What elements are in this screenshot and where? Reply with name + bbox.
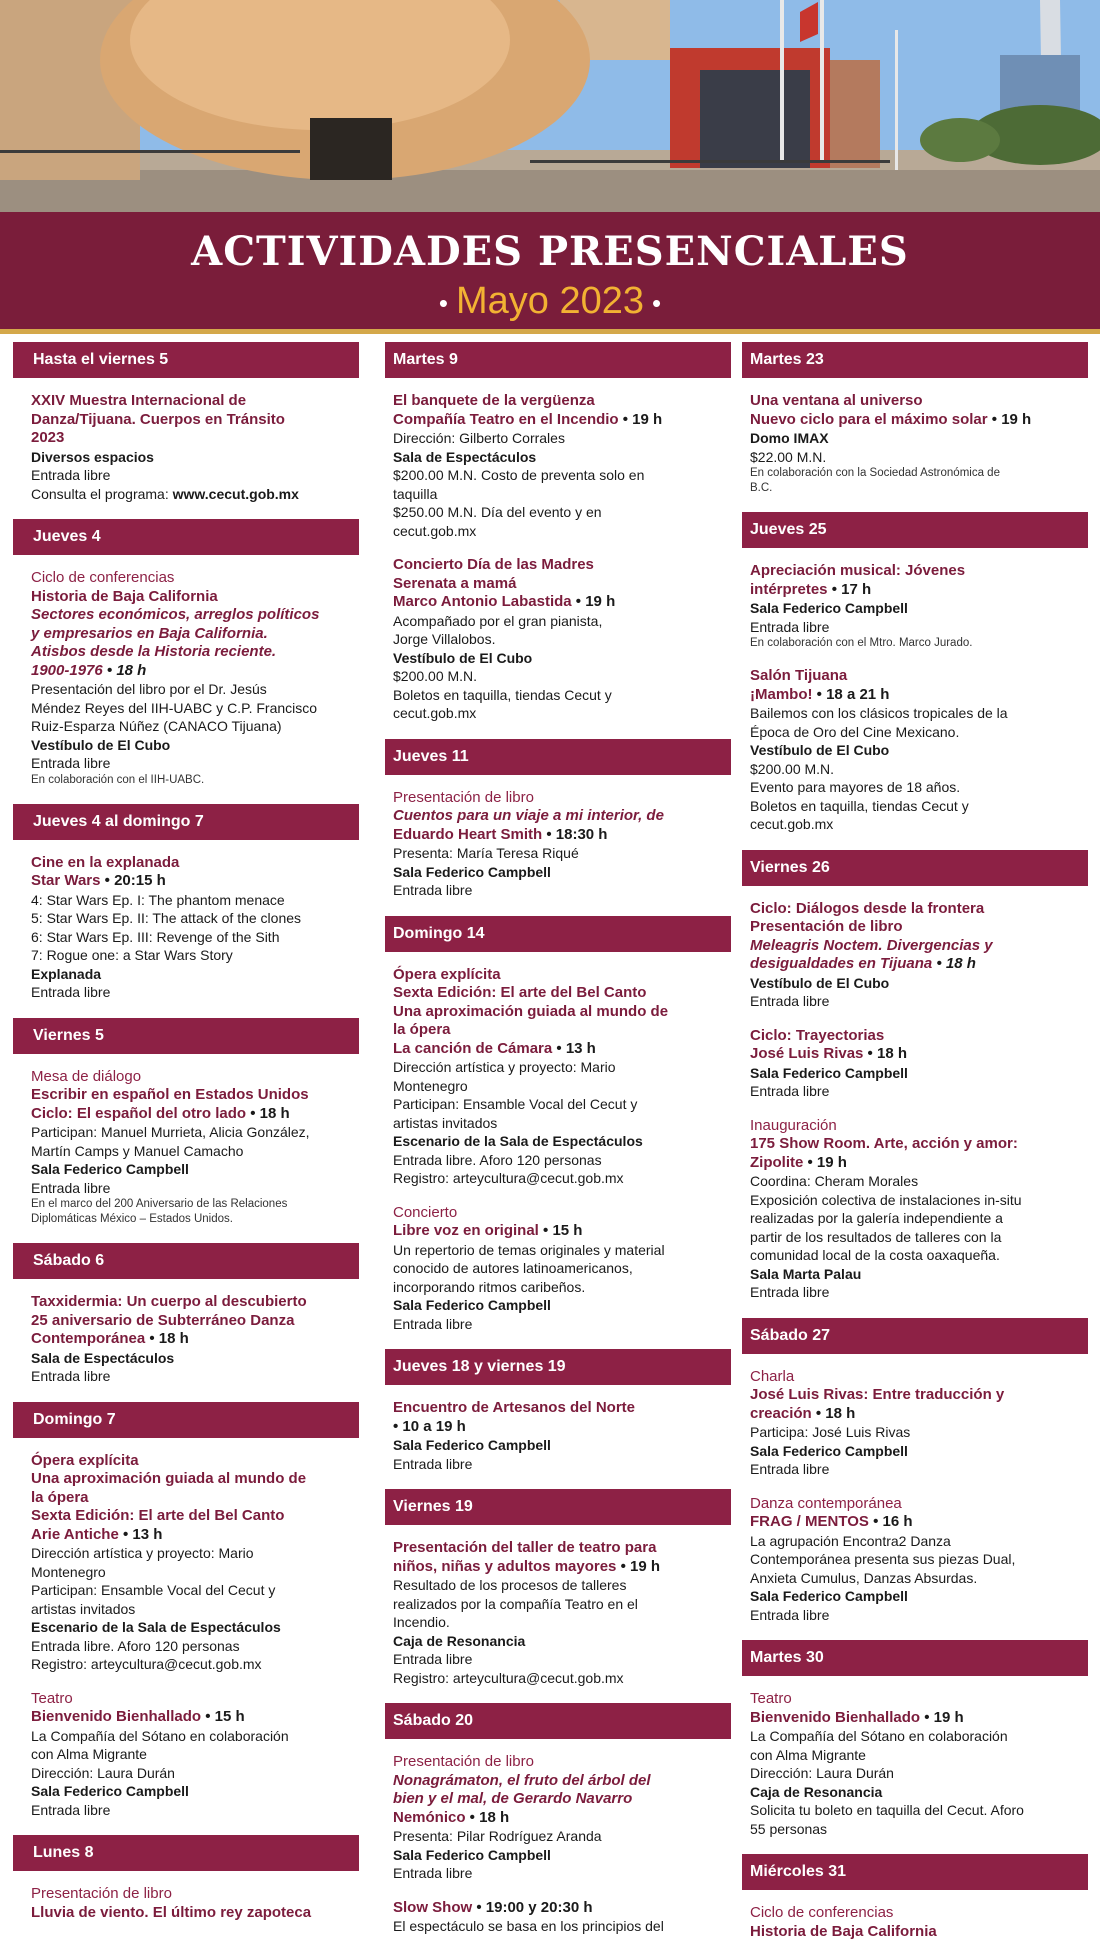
date-events: [13, 392, 359, 503]
event-detail: Dirección: Laura Durán: [750, 1765, 894, 1781]
event-detail: Entrada libre. Aforo 120 personas: [31, 1637, 240, 1654]
event-title: Star Wars • 20:15 h: [31, 872, 166, 889]
event-title: Apreciación musical: Jóvenes: [750, 562, 966, 579]
event-detail: Participan: Ensamble Vocal del Cecut y: [31, 1582, 276, 1598]
event-detail: Participan: Ensamble Vocal del Cecut y: [393, 1096, 638, 1112]
date-header: Domingo 7: [13, 1402, 359, 1438]
event-item: [393, 392, 729, 540]
event-title: Sexta Edición: El arte del Bel Canto: [31, 1507, 285, 1524]
date-header: Miércoles 31: [742, 1854, 1088, 1890]
event-title: Eduardo Heart Smith • 18:30 h: [393, 825, 608, 843]
date-events: [13, 569, 359, 788]
event-detail: Participa: José Luis Rivas: [750, 1424, 911, 1440]
event-detail: Entrada libre: [31, 467, 111, 483]
event-venue: Caja de Resonancia: [393, 1632, 526, 1649]
event-detail: Consulta el programa: www.cecut.gob.mx: [31, 485, 299, 502]
date-events: [13, 1885, 359, 1922]
event-detail: Montenegro: [31, 1563, 106, 1580]
event-venue: Sala Federico Campbell: [750, 1064, 908, 1081]
event-title-italic: desigualdades en Tijuana • 18 h: [750, 955, 976, 972]
event-time: • 13 h: [118, 1525, 163, 1543]
event-title: Presentación del taller de teatro para: [393, 1539, 657, 1556]
event-detail: Registro: arteycultura@cecut.gob.mx: [393, 1170, 624, 1186]
event-detail: Boletos en taquilla, tiendas Cecut y: [750, 797, 969, 814]
event-item: [750, 1368, 1086, 1479]
event-category: Teatro: [750, 1690, 792, 1707]
event-category: Mesa de diálogo: [31, 1067, 142, 1085]
event-venue: Vestíbulo de El Cubo: [31, 736, 171, 753]
event-detail: incorporando ritmos caribeños.: [393, 1278, 586, 1295]
event-time: • 18 h: [465, 1808, 510, 1826]
date-events: [742, 1690, 1088, 1838]
event-title: Nuevo ciclo para el máximo solar • 19 h: [750, 410, 1032, 428]
date-header: Jueves 25: [742, 512, 1088, 548]
event-title: Una aproximación guiada al mundo de: [393, 1002, 669, 1020]
date-header: Jueves 4: [13, 519, 359, 555]
date-events: [13, 1068, 359, 1228]
date-events: [742, 562, 1088, 834]
date-events: [385, 789, 731, 900]
event-detail: Entrada libre: [393, 1315, 473, 1332]
event-detail: Presenta: María Teresa Riqué: [393, 845, 579, 861]
event-time: • 19 h: [616, 1557, 661, 1575]
event-venue: Diversos espacios: [31, 448, 154, 465]
event-venue: Vestíbulo de El Cubo: [393, 649, 533, 666]
event-title-italic: y empresarios en Baja California.: [31, 624, 268, 642]
event-category: Teatro: [31, 1689, 73, 1707]
event-detail: Anxieta Cumulus, Danzas Absurdas.: [750, 1569, 978, 1586]
event-note: En colaboración con el Mtro. Marco Jurado.: [750, 637, 973, 649]
event-item: [31, 1068, 357, 1228]
event-detail: La Compañía del Sótano en colaboración: [750, 1728, 1008, 1744]
event-title: Historia de Baja California: [750, 1922, 937, 1940]
event-title: Zipolite • 19 h: [750, 1153, 847, 1171]
event-title: Bienvenido Bienhallado • 15 h: [31, 1708, 245, 1725]
event-venue: Sala Federico Campbell: [393, 1297, 551, 1313]
event-detail: Martín Camps y Manuel Camacho: [31, 1142, 244, 1159]
event-title: creación • 18 h: [750, 1404, 856, 1422]
event-detail: Entrada libre: [31, 755, 111, 771]
event-title: ¡Mambo! • 18 a 21 h: [750, 685, 890, 703]
event-time: • 13 h: [552, 1039, 596, 1057]
event-time: • 19 h: [803, 1153, 847, 1171]
event-detail: Boletos en taquilla, tiendas Cecut y: [393, 686, 612, 703]
date-header: Jueves 18 y viernes 19: [385, 1349, 731, 1385]
event-detail: Entrada libre: [750, 618, 830, 635]
event-item: [31, 1885, 357, 1922]
event-title: Salón Tijuana: [750, 667, 848, 684]
title-banner: [0, 212, 1100, 334]
event-detail: 6: Star Wars Ep. III: Revenge of the Sith: [31, 928, 280, 945]
event-detail: Dirección: Laura Durán: [31, 1764, 175, 1781]
event-detail: 55 personas: [750, 1820, 828, 1837]
event-venue: Explanada: [31, 965, 102, 982]
event-detail: Jorge Villalobos.: [393, 631, 496, 647]
event-time: • 19 h: [987, 410, 1032, 428]
event-detail: Entrada libre: [750, 993, 830, 1009]
event-category: Presentación de libro: [31, 1885, 172, 1902]
event-venue: Sala Federico Campbell: [31, 1161, 189, 1177]
event-detail: 4: Star Wars Ep. I: The phantom menace: [31, 891, 285, 908]
event-item: [393, 789, 729, 900]
date-events: [385, 1539, 731, 1687]
event-title: Sexta Edición: El arte del Bel Canto: [393, 984, 647, 1001]
date-header: Domingo 14: [385, 916, 731, 952]
page-subtitle: [0, 278, 1100, 326]
event-detail: Dirección artística y proyecto: Mario: [393, 1059, 616, 1075]
event-item: [750, 900, 1086, 1011]
event-item: [750, 392, 1086, 496]
event-title: intérpretes • 17 h: [750, 580, 872, 598]
date-events: [13, 1452, 359, 1820]
event-title: José Luis Rivas • 18 h: [750, 1045, 907, 1062]
event-time: • 18 h: [145, 1330, 189, 1347]
event-time: • 19 h: [618, 410, 663, 428]
event-item: [393, 966, 729, 1188]
event-category: Inauguración: [750, 1116, 837, 1134]
event-venue: Escenario de la Sala de Espectáculos: [393, 1133, 643, 1149]
date-events: [742, 1904, 1088, 1941]
hero-photo: [0, 0, 1100, 212]
event-detail: La agrupación Encontra2 Danza: [750, 1532, 951, 1549]
event-title: Escribir en español en Estados Unidos: [31, 1086, 309, 1103]
event-category: Ciclo de conferencias: [31, 569, 175, 586]
event-detail: cecut.gob.mx: [393, 705, 477, 721]
event-detail: Entrada libre: [750, 1461, 830, 1477]
event-title: la ópera: [393, 1021, 451, 1038]
event-detail: Registro: arteycultura@cecut.gob.mx: [31, 1656, 262, 1672]
event-detail: Solicita tu boleto en taquilla del Cecut. Aforo: [750, 1802, 1024, 1818]
event-note: En colaboración con la Sociedad Astronómica de: [750, 467, 1000, 479]
event-detail: Contemporánea presenta sus piezas Dual,: [750, 1551, 1016, 1567]
date-events: [385, 392, 731, 723]
event-item: [750, 1495, 1086, 1625]
event-time: • 18 h: [932, 955, 976, 972]
event-detail: taquilla: [393, 485, 438, 502]
event-title: Ciclo: Diálogos desde la frontera: [750, 899, 985, 917]
event-title-italic: Cuentos para un viaje a mi interior, de: [393, 807, 664, 824]
event-note: Diplomáticas México – Estados Unidos.: [31, 1213, 233, 1225]
date-header: Hasta el viernes 5: [13, 342, 359, 378]
event-detail: Entrada libre: [393, 1865, 473, 1881]
date-header: Viernes 26: [742, 850, 1088, 886]
event-title: [393, 1418, 729, 1437]
event-detail: con Alma Migrante: [750, 1746, 866, 1763]
event-detail: Acompañado por el gran pianista,: [393, 612, 603, 629]
event-time: • 19 h: [571, 593, 616, 610]
event-detail: Entrada libre: [393, 882, 473, 898]
event-title: Historia de Baja California: [31, 587, 218, 605]
event-venue: Sala Federico Campbell: [393, 1437, 551, 1453]
date-events: [385, 1753, 731, 1936]
event-venue: Caja de Resonancia: [750, 1783, 883, 1800]
event-venue: Sala Marta Palau: [750, 1265, 862, 1282]
event-venue: Sala Federico Campbell: [750, 1588, 908, 1604]
event-title: 2023: [31, 429, 65, 446]
event-detail: cecut.gob.mx: [750, 816, 834, 832]
event-detail: Ruiz-Esparza Núñez (CANACO Tijuana): [31, 718, 282, 734]
event-detail: Entrada libre: [750, 1284, 830, 1300]
event-category: Ciclo de conferencias: [750, 1904, 894, 1921]
event-detail: 5: Star Wars Ep. II: The attack of the clones: [31, 910, 302, 926]
date-header: Sábado 20: [385, 1703, 731, 1739]
event-detail: artistas invitados: [393, 1114, 498, 1131]
event-detail: con Alma Migrante: [31, 1746, 147, 1762]
event-item: [31, 392, 357, 503]
event-item: [31, 1293, 357, 1386]
event-detail: Incendio.: [393, 1614, 450, 1630]
event-time: • 18 h: [863, 1045, 907, 1062]
event-title: Marco Antonio Labastida • 19 h: [393, 593, 616, 610]
event-item: [750, 562, 1086, 651]
event-note: En colaboración con el IIH-UABC.: [31, 773, 205, 786]
event-detail: $250.00 M.N. Día del evento y en: [393, 504, 602, 520]
event-detail: artistas invitados: [31, 1600, 136, 1617]
event-item: [750, 1117, 1086, 1302]
event-category: Presentación de libro: [393, 1753, 534, 1770]
event-title: La canción de Cámara • 13 h: [393, 1039, 596, 1057]
website-link[interactable]: www.cecut.gob.mx: [172, 485, 299, 502]
event-time: • 20:15 h: [100, 872, 166, 889]
event-detail: $200.00 M.N.: [393, 668, 478, 684]
event-time: • 10 a 19 h: [393, 1417, 466, 1435]
event-time: • 18 h: [811, 1404, 856, 1422]
event-note: En el marco del 200 Aniversario de las Relaciones: [31, 1198, 288, 1210]
event-time: • 18 h: [246, 1104, 290, 1122]
date-events: [742, 1368, 1088, 1625]
event-title: El banquete de la vergüenza: [393, 392, 595, 409]
event-item: [750, 1027, 1086, 1101]
event-detail: Presentación del libro por el Dr. Jesús: [31, 681, 267, 697]
date-header: Martes 23: [742, 342, 1088, 378]
event-title: 25 aniversario de Subterráneo Danza: [31, 1311, 295, 1329]
date-events: [13, 854, 359, 1002]
event-title-italic: bien y el mal, de Gerardo Navarro: [393, 1790, 633, 1807]
event-detail: Méndez Reyes del IIH-UABC y C.P. Francisco: [31, 699, 318, 716]
event-detail: Entrada libre: [31, 1801, 111, 1818]
event-title: Contemporánea • 18 h: [31, 1330, 189, 1347]
event-detail: Entrada libre: [31, 1368, 111, 1384]
event-venue: Escenario de la Sala de Espectáculos: [31, 1619, 281, 1635]
event-title: 175 Show Room. Arte, acción y amor:: [750, 1135, 1018, 1152]
event-detail: Participan: Manuel Murrieta, Alicia González,: [31, 1124, 310, 1140]
event-title: Ciclo: El español del otro lado • 18 h: [31, 1104, 290, 1122]
event-detail: realizadas por la galería independiente a: [750, 1210, 1003, 1226]
date-header: Martes 9: [385, 342, 731, 378]
event-time: • 17 h: [827, 580, 872, 598]
event-detail: Época de Oro del Cine Mexicano.: [750, 723, 960, 740]
event-item: [393, 1539, 729, 1687]
bullet-dot: •: [652, 287, 662, 318]
event-venue: Domo IMAX: [750, 430, 829, 446]
event-venue: Sala Federico Campbell: [31, 1783, 189, 1799]
event-item: [393, 1899, 729, 1936]
event-item: [750, 1904, 1086, 1941]
event-detail: conocido de autores latinoamericanos,: [393, 1260, 633, 1276]
event-title-italic: Meleagris Noctem. Divergencias y: [750, 936, 993, 954]
event-detail: El espectáculo se basa en los principios del: [393, 1918, 664, 1934]
event-title: Nemónico • 18 h: [393, 1808, 510, 1826]
date-header: Viernes 5: [13, 1018, 359, 1054]
event-detail: 7: Rogue one: a Star Wars Story: [31, 947, 233, 963]
event-title: Presentación de libro: [750, 918, 903, 935]
event-detail: Evento para mayores de 18 años.: [750, 779, 961, 795]
date-header: Sábado 27: [742, 1318, 1088, 1354]
event-item: [750, 667, 1086, 834]
event-title: Cine en la explanada: [31, 853, 180, 871]
event-title: Serenata a mamá: [393, 574, 517, 592]
event-venue: Vestíbulo de El Cubo: [750, 742, 890, 758]
event-venue: Sala Federico Campbell: [393, 1846, 551, 1863]
event-detail: La Compañía del Sótano en colaboración: [31, 1727, 289, 1744]
event-venue: Sala de Espectáculos: [393, 448, 537, 465]
event-item: [393, 1399, 729, 1473]
event-category: Presentación de libro: [393, 788, 534, 806]
event-detail: Entrada libre: [750, 1083, 830, 1099]
month-label: Mayo 2023: [455, 280, 644, 322]
event-detail: Un repertorio de temas originales y material: [393, 1241, 665, 1258]
event-detail: Montenegro: [393, 1077, 468, 1094]
event-note: B.C.: [750, 482, 773, 494]
event-time: • 16 h: [868, 1513, 913, 1530]
event-time: • 15 h: [201, 1708, 245, 1725]
event-detail: Dirección: Gilberto Corrales: [393, 430, 565, 446]
event-detail: Entrada libre: [393, 1455, 473, 1472]
event-category: Charla: [750, 1367, 795, 1385]
event-detail: Entrada libre: [750, 1606, 830, 1623]
event-venue: Sala Federico Campbell: [750, 1442, 908, 1459]
bullet-dot: •: [438, 287, 448, 318]
event-title-italic: Nonagrámaton, el fruto del árbol del: [393, 1771, 651, 1789]
schedule-column-3: [742, 342, 1088, 1957]
event-title: Una ventana al universo: [750, 392, 923, 409]
event-title-italic: Sectores económicos, arreglos políticos: [31, 606, 320, 623]
event-title: Compañía Teatro en el Incendio • 19 h: [393, 410, 663, 428]
event-venue: Vestíbulo de El Cubo: [750, 974, 890, 991]
event-title: la ópera: [31, 1488, 89, 1506]
event-detail: realizados por la compañía Teatro en el: [393, 1595, 638, 1612]
event-detail: Entrada libre: [31, 984, 111, 1000]
event-detail: Entrada libre: [393, 1651, 473, 1667]
schedule-column-1: [13, 342, 359, 1938]
event-time: • 19:00 y 20:30 h: [472, 1898, 593, 1916]
event-detail: $200.00 M.N.: [750, 760, 835, 777]
date-events: [385, 1399, 731, 1473]
event-title-italic: 1900-1976 • 18 h: [31, 661, 147, 679]
event-title: Ciclo: Trayectorias: [750, 1026, 885, 1044]
page-title: ACTIVIDADES PRESENCIALES: [191, 228, 909, 275]
event-title: Concierto Día de las Madres: [393, 556, 594, 573]
event-title: Encuentro de Artesanos del Norte: [393, 1399, 635, 1416]
event-item: [31, 854, 357, 1002]
schedule-column-2: [385, 342, 731, 1952]
event-item: [393, 1753, 729, 1883]
event-detail: Registro: arteycultura@cecut.gob.mx: [393, 1669, 624, 1686]
event-title-italic: Atisbos desde la Historia reciente.: [31, 643, 277, 660]
date-header: Sábado 6: [13, 1243, 359, 1279]
date-events: [385, 966, 731, 1334]
event-title: Taxxidermia: Un cuerpo al descubierto: [31, 1293, 307, 1310]
event-detail: Exposición colectiva de instalaciones in-situ: [750, 1191, 1022, 1208]
event-title: Ópera explícita: [31, 1451, 139, 1469]
event-item: [750, 1690, 1086, 1838]
event-time: • 18 a 21 h: [812, 685, 890, 703]
event-title: Slow Show • 19:00 y 20:30 h: [393, 1898, 593, 1916]
event-venue: Sala Federico Campbell: [393, 863, 551, 880]
event-detail: Bailemos con los clásicos tropicales de la: [750, 705, 1008, 721]
event-category: Danza contemporánea: [750, 1494, 902, 1512]
event-detail: partir de los resultados de talleres con la: [750, 1228, 1002, 1245]
date-events: [742, 392, 1088, 496]
date-header: Lunes 8: [13, 1835, 359, 1871]
date-events: [742, 900, 1088, 1302]
date-header: Martes 30: [742, 1640, 1088, 1676]
event-title: Danza/Tijuana. Cuerpos en Tránsito: [31, 410, 285, 428]
event-category: Concierto: [393, 1203, 458, 1221]
event-detail: Entrada libre. Aforo 120 personas: [393, 1151, 602, 1168]
date-header: Viernes 19: [385, 1489, 731, 1525]
event-title: Libre voz en original • 15 h: [393, 1222, 583, 1239]
event-title: Lluvia de viento. El último rey zapoteca: [31, 1903, 312, 1921]
event-time: • 15 h: [538, 1222, 583, 1239]
event-detail: Resultado de los procesos de talleres: [393, 1577, 627, 1593]
event-item: [31, 1690, 357, 1820]
cecut-building-illustration: [0, 0, 1100, 212]
event-detail: $200.00 M.N. Costo de preventa solo en: [393, 467, 645, 483]
event-venue: Sala de Espectáculos: [31, 1349, 175, 1366]
event-item: [393, 556, 729, 723]
event-time: • 19 h: [920, 1708, 964, 1726]
event-detail: Presenta: Pilar Rodríguez Aranda: [393, 1828, 602, 1844]
event-title: FRAG / MENTOS • 16 h: [750, 1513, 913, 1530]
event-venue: Sala Federico Campbell: [750, 600, 908, 616]
event-title: Bienvenido Bienhallado • 19 h: [750, 1708, 964, 1726]
event-title: niños, niñas y adultos mayores • 19 h: [393, 1557, 661, 1575]
event-item: [31, 569, 357, 788]
date-header: Jueves 11: [385, 739, 731, 775]
event-item: [31, 1452, 357, 1674]
event-title: Arie Antiche • 13 h: [31, 1525, 163, 1543]
event-title: Ópera explícita: [393, 965, 501, 983]
event-time: • 18:30 h: [542, 825, 608, 843]
event-title: XXIV Muestra Internacional de: [31, 392, 247, 409]
event-item: [393, 1204, 729, 1334]
date-events: [13, 1293, 359, 1386]
event-detail: Entrada libre: [31, 1179, 111, 1196]
event-detail: cecut.gob.mx: [393, 522, 477, 539]
event-title: Una aproximación guiada al mundo de: [31, 1470, 307, 1487]
date-header: Jueves 4 al domingo 7: [13, 804, 359, 840]
event-detail: Dirección artística y proyecto: Mario: [31, 1545, 254, 1561]
event-detail: $22.00 M.N.: [750, 448, 827, 465]
event-detail: Coordina: Cheram Morales: [750, 1173, 919, 1189]
event-time: • 18 h: [102, 661, 147, 679]
event-title: José Luis Rivas: Entre traducción y: [750, 1386, 1005, 1403]
event-detail: comunidad local de la costa oaxaqueña.: [750, 1247, 1000, 1263]
